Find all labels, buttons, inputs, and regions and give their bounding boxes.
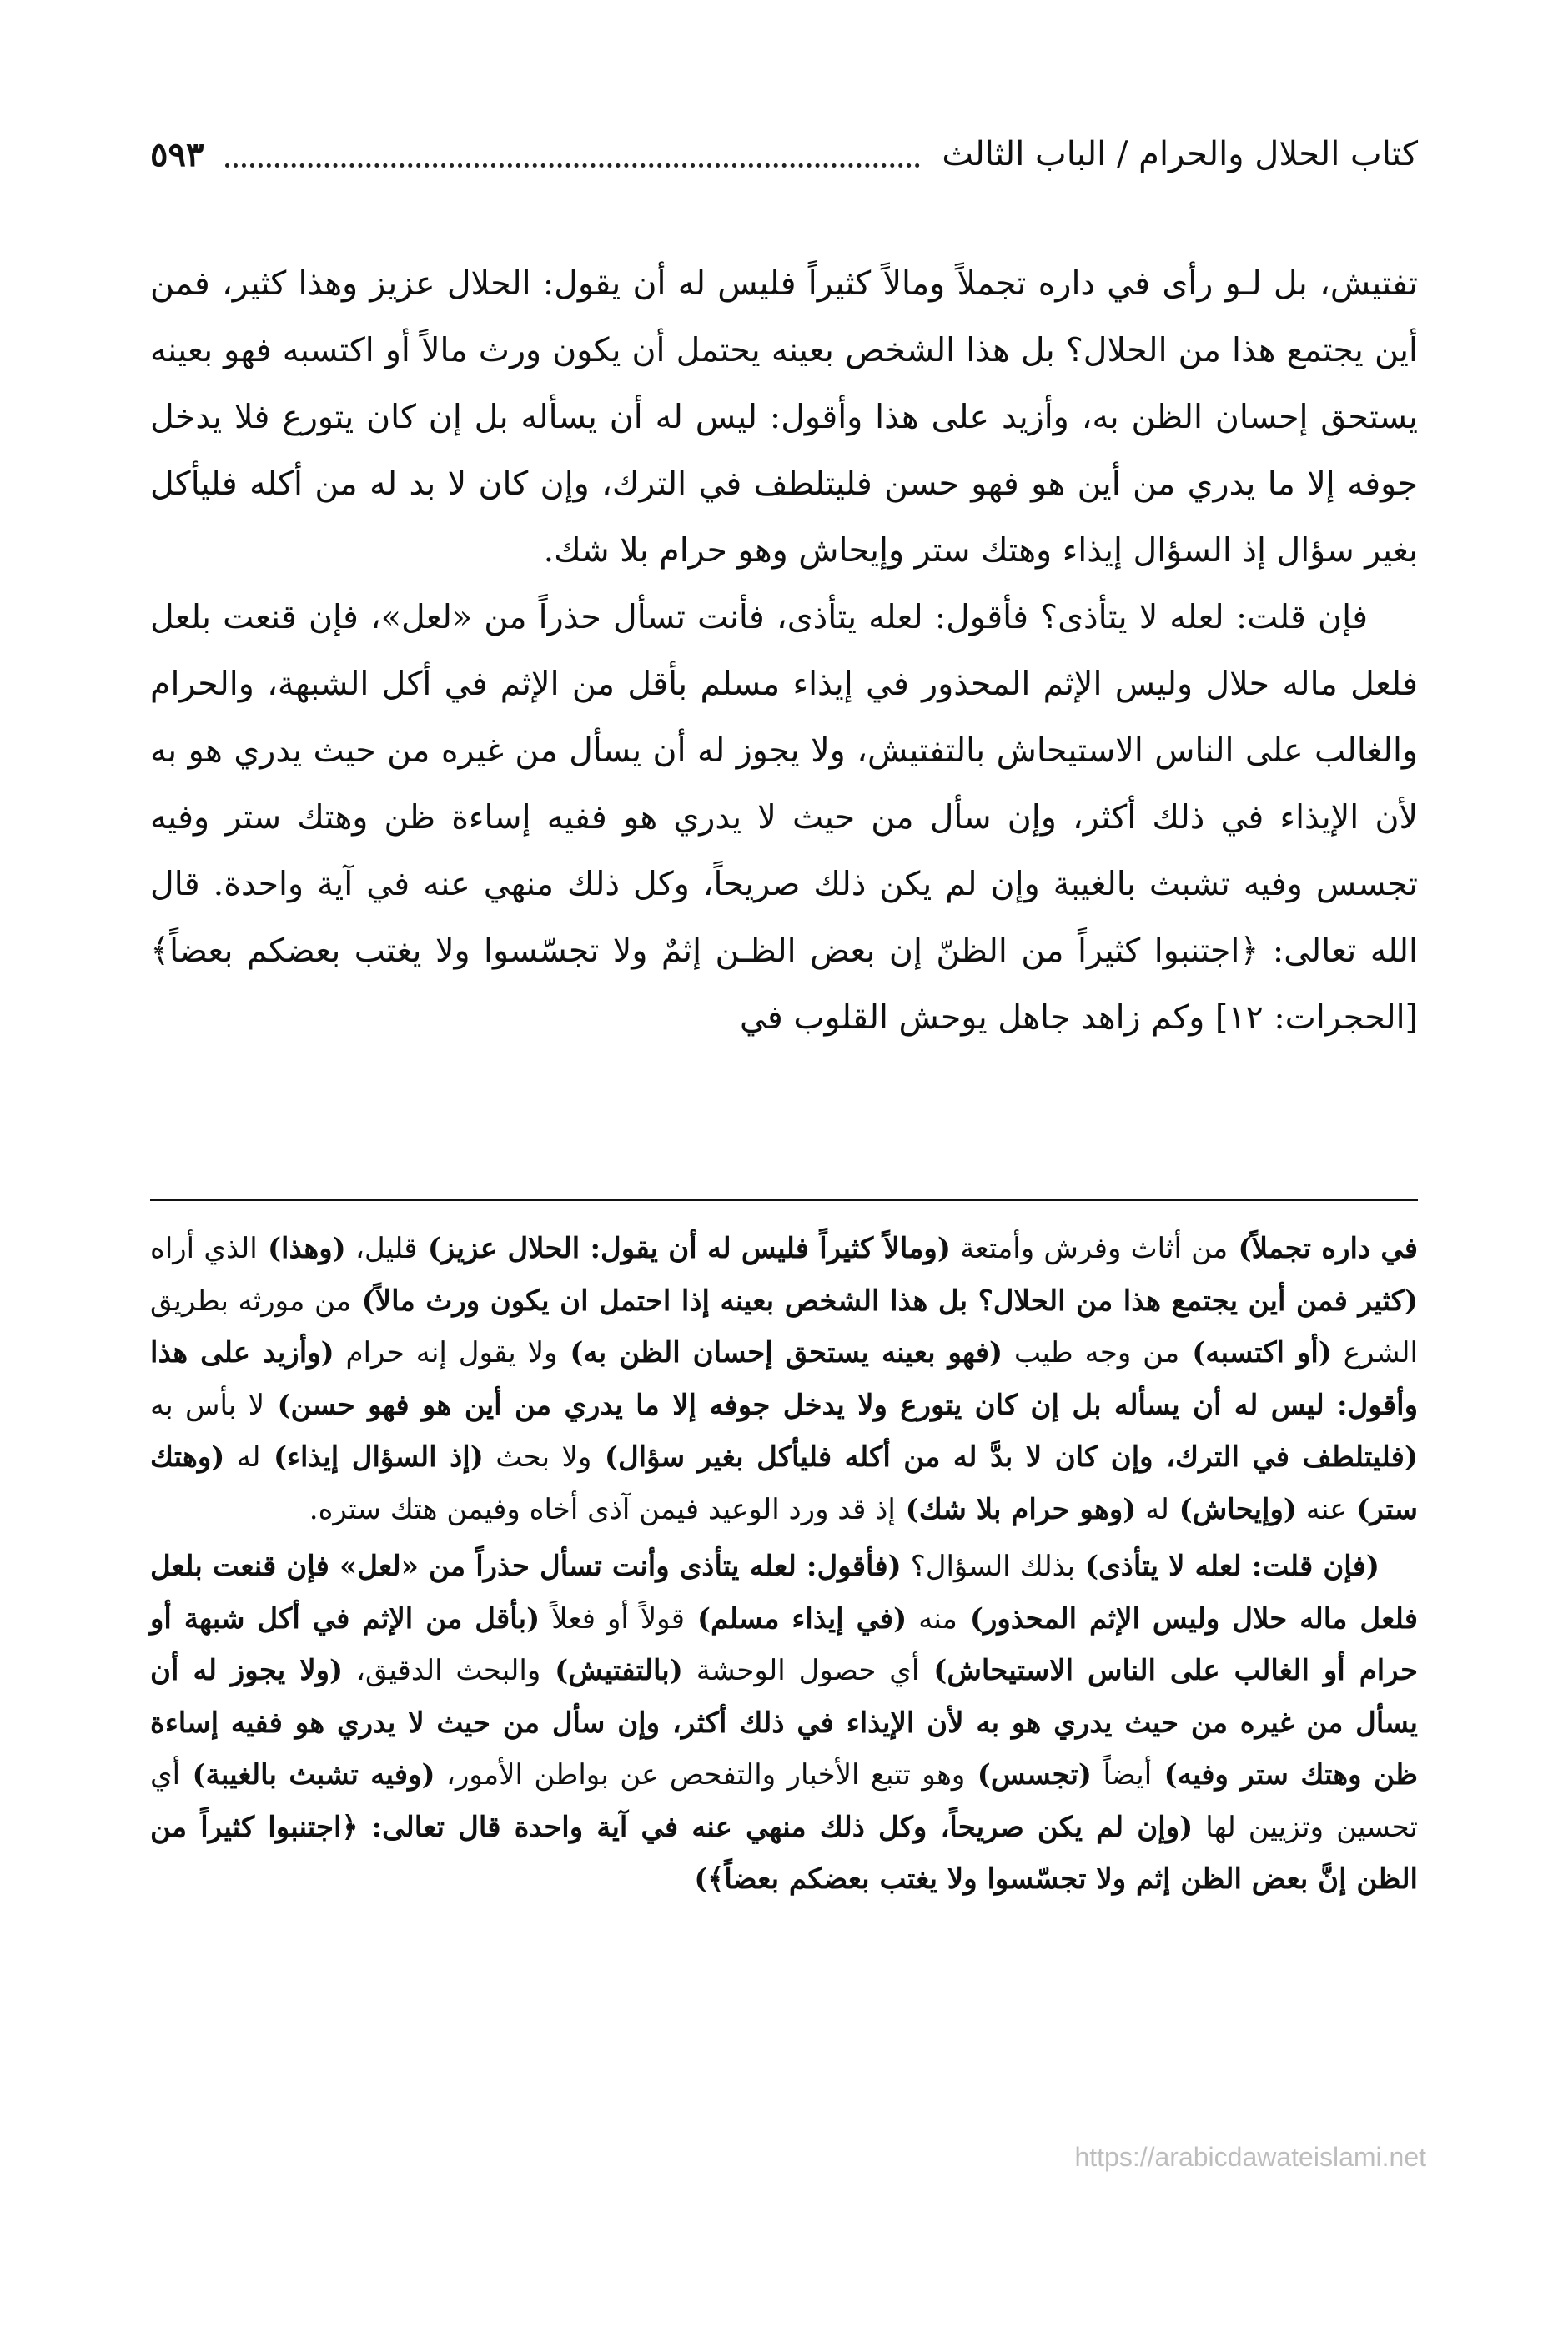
quoted-text: (ولا يجوز له أن يسأل من غيره من حيث يدري هو به لأن الإيذاء في ذلك أكثر، وإن سأل من حيث لا يدري هو ففيه إساءة ظن وهتك ستر وفيه) — [150, 1654, 1418, 1792]
commentary-text: من أثاث وفرش وأمتعة — [950, 1232, 1229, 1265]
quoted-text: (إذ السؤال إيذاء) — [260, 1440, 484, 1474]
commentary-text: لا بأس به — [150, 1388, 265, 1422]
quoted-text: (كثير فمن أين يجتمع هذا من الحلال؟ بل هذا الشخص بعينه إذا احتمل ان يكون ورث مالاً) — [351, 1284, 1418, 1318]
quoted-text: (وهو حرام بلا شك) — [895, 1492, 1137, 1526]
commentary-text: والبحث الدقيق، — [343, 1654, 541, 1687]
quoted-text: (فإن قلت: لعله لا يتأذى) — [1074, 1550, 1380, 1583]
commentary-text: أي تحسين وتزيين لها — [150, 1758, 1418, 1844]
commentary-text: قليل، — [345, 1232, 418, 1265]
commentary-text: ولا بحث — [483, 1440, 592, 1474]
main-paragraph: فإن قلت: لعله لا يتأذى؟ فأقول: لعله يتأذى، فأنت تسأل حذراً من «لعل»، فإن قنعت بلعل فلعل ماله حلال وليس الإثم المحذور في إيذاء مسلم بأقل من الإثم في أكل الشبهة، والحرام والغالب على الناس الاستيحاش بالتفتيش، ولا يجوز له أن يسأل من غيره من حيث يدري هو به لأن الإيذاء في ذلك أكثر، وإن سأل من حيث لا يدري هو ففيه إساءة ظن وهتك ستر وفيه تجسس وفيه تشبث بالغيبة وإن لم يكن ذلك صريحاً، وكل ذلك منهي عنه في آية واحدة. قال الله تعالى: ﴿اجتنبوا كثيراً من الظنّ إن بعض الظـن إثمٌ ولا تجسّسوا ولا يغتب بعضكم بعضاً﴾ [الحجرات: ١٢] وكم زاهد جاهل يوحش القلوب في — [150, 598, 1418, 1037]
commentary — [150, 1223, 1418, 1906]
commentary-text: له — [224, 1440, 261, 1474]
quoted-text: (وفيه تشبث بالغيبة) — [180, 1758, 435, 1792]
main-text — [150, 250, 1418, 1051]
commentary-text: أيضاً — [1092, 1758, 1153, 1792]
quoted-text: (وهتك ستر) — [150, 1440, 1418, 1526]
quoted-text: (وإيحاش) — [1168, 1492, 1297, 1526]
leader-dots — [225, 142, 920, 168]
quoted-text: (تجسس) — [965, 1758, 1093, 1792]
main-paragraph: تفتيش، بل لـو رأى في داره تجملاً ومالاً كثيراً فليس له أن يقول: الحلال عزيز وهذا كثير، فمن أين يجتمع هذا من الحلال؟ بل هذا الشخص بعينه يحتمل أن يكون ورث مالاً أو اكتسبه فهو بعينه يستحق إحسان الظن به، وأزيد على هذا وأقول: ليس له أن يسأله بل إن كان يتورع فلا يدخل جوفه إلا ما يدري من أين هو فهو حسن فليتلطف في الترك، وإن كان لا بد له من أكله فليأكل بغير سؤال إذ السؤال إيذاء وهتك ستر وإيحاش وهو حرام بلا شك. — [150, 264, 1418, 570]
commentary-text: وهو تتبع الأخبار والتفحص عن بواطن الأمور، — [435, 1758, 966, 1792]
commentary-text: ولا يقول إنه حرام — [334, 1336, 558, 1370]
quoted-text: (فليتلطف في الترك، وإن كان لا بدَّ له من أكله فليأكل بغير سؤال) — [591, 1440, 1418, 1474]
quoted-text: في داره تجملاً) — [1228, 1232, 1418, 1265]
commentary-text: بذلك السؤال؟ — [901, 1550, 1075, 1583]
running-header — [150, 125, 1418, 183]
commentary-paragraph — [150, 1540, 1418, 1906]
quoted-text: (أو اكتسبه) — [1179, 1336, 1332, 1370]
commentary-text: من مورثه بطريق الشرع — [150, 1284, 1418, 1370]
commentary-text: له — [1136, 1492, 1169, 1526]
commentary-text: منه — [907, 1601, 957, 1636]
quoted-text: (وهذا) — [257, 1232, 346, 1265]
footnote-divider — [150, 1199, 1418, 1201]
quoted-text: (بأقل من الإثم في أكل شبهة أو حرام أو الغالب على الناس الاستيحاش) — [150, 1601, 1418, 1687]
commentary-paragraph — [150, 1223, 1418, 1535]
quoted-text: (بالتفتيش) — [540, 1654, 683, 1687]
commentary-text: أي حصول الوحشة — [682, 1654, 920, 1687]
quoted-text: (في إيذاء مسلم) — [685, 1601, 907, 1636]
quoted-text: (فأقول: لعله يتأذى وأنت تسأل حذراً من «لعل» فإن قنعت بلعل فلعل ماله حلال وليس الإثم المحذور) — [150, 1550, 1418, 1636]
watermark-url: https://arabicdawateislami.net — [1074, 2142, 1426, 2172]
quoted-text: (وإن لم يكن صريحاً، وكل ذلك منهي عنه في آية واحدة قال تعالى: ﴿اجتنبوا كثيراً من الظن إنَّ بعض الظن إثم ولا تجسّسوا ولا يغتب بعضكم بعضاً﴾) — [150, 1810, 1418, 1896]
commentary-text: إذ قد ورد الوعيد فيمن آذى أخاه وفيمن هتك ستره. — [309, 1492, 896, 1526]
commentary-text: الذي أراه — [150, 1232, 258, 1265]
chapter-title: كتاب الحلال والحرام / الباب الثالث — [942, 135, 1418, 173]
quoted-text: (ومالاً كثيراً فليس له أن يقول: الحلال عزيز) — [417, 1232, 951, 1265]
quoted-text: (فهو بعينه يستحق إحسان الظن به) — [557, 1336, 1003, 1370]
quoted-text: (وأزيد على هذا وأقول: ليس له أن يسأله بل إن كان يتورع ولا يدخل جوفه إلا ما يدري من أين هو فهو حسن) — [150, 1336, 1418, 1422]
commentary-text: قولاً أو فعلاً — [540, 1601, 685, 1636]
commentary-text: من وجه طيب — [1003, 1336, 1180, 1370]
commentary-text: عنه — [1296, 1492, 1347, 1526]
page-number: ٥٩٣ — [150, 134, 204, 174]
